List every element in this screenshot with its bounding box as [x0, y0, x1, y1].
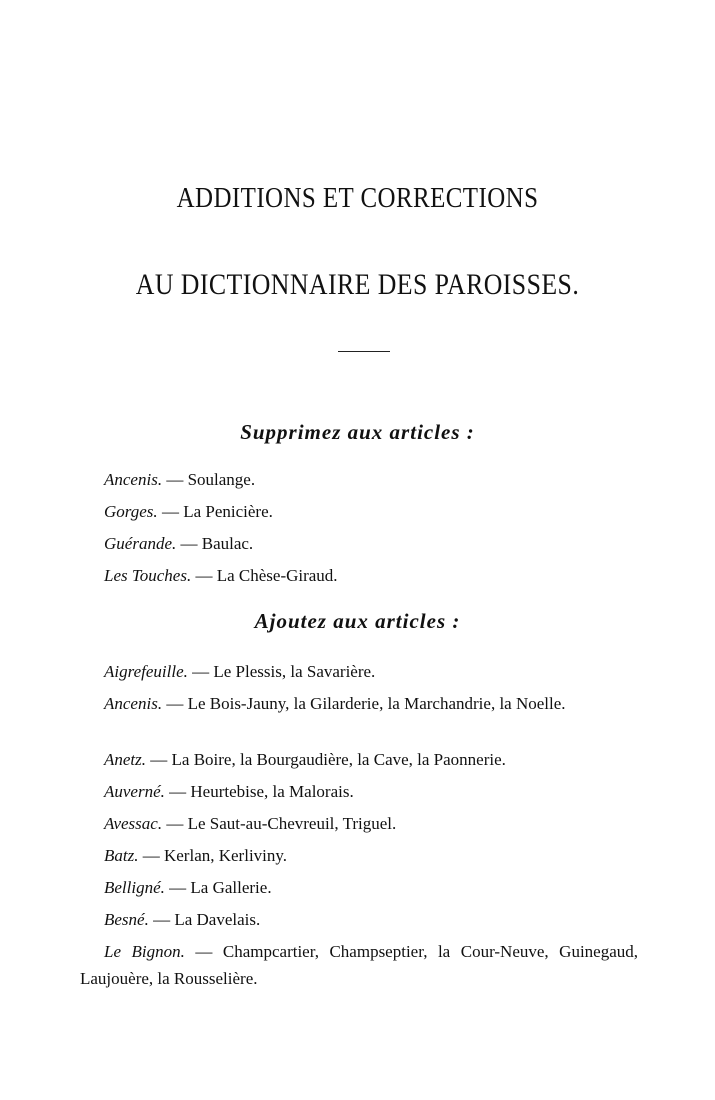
section-heading-add: Ajoutez aux articles : [254, 609, 461, 633]
list-item [80, 906, 638, 933]
entry-text: — Le Bois-Jauny, la Gilarderie, la Marchandrie, la Noelle. [162, 694, 566, 713]
entry-text: — Le Plessis, la Savarière. [187, 662, 376, 681]
entry-place: Gorges. [104, 502, 158, 521]
list-item [80, 810, 638, 837]
entry-text: — La Chèse-Giraud. [191, 566, 338, 585]
list-item [80, 466, 638, 493]
list-item [80, 746, 638, 773]
list-item [80, 562, 638, 589]
entry-text: — Champcartier, Champseptier, la Cour-Neuve, Guinegaud, Laujouère, la Rousselière. [80, 942, 639, 988]
list-item [80, 530, 638, 557]
list-item [80, 778, 638, 805]
entry-text: — La Davelais. [148, 910, 261, 929]
entry-place: Les Touches. [104, 566, 192, 585]
entry-text: — Le Saut-au-Chevreuil, Triguel. [162, 814, 397, 833]
entry-text: — Heurtebise, la Malorais. [164, 782, 354, 801]
entry-text: — Kerlan, Kerliviny. [138, 846, 288, 865]
entry-place: Ancenis. [104, 694, 163, 713]
entry-place: Guérande. [104, 534, 177, 553]
entry-place: Aigrefeuille. [104, 662, 188, 681]
list-item [80, 498, 638, 525]
entry-text: — Soulange. [162, 470, 256, 489]
section-heading-delete: Supprimez aux articles : [240, 420, 475, 444]
page-subtitle: AU DICTIONNAIRE DES PAROISSES. [135, 268, 580, 301]
entry-text: — La Boire, la Bourgaudière, la Cave, la Paonnerie. [146, 750, 506, 769]
entry-place: Ancenis. [104, 470, 163, 489]
entry-place: Avessac. [104, 814, 163, 833]
entry-place: Besné. [104, 910, 149, 929]
entry-place: Auverné. [104, 782, 165, 801]
entry-text: — La Gallerie. [164, 878, 272, 897]
entry-place: Le Bignon. [104, 942, 185, 961]
list-item [80, 690, 638, 717]
entry-text: — La Penicière. [157, 502, 273, 521]
list-item [80, 842, 638, 869]
list-item [80, 874, 638, 901]
entry-place: Anetz. [104, 750, 147, 769]
entry-place: Batz. [104, 846, 139, 865]
page-title: ADDITIONS ET CORRECTIONS [176, 182, 539, 214]
divider-rule [338, 351, 390, 352]
list-item [80, 938, 638, 992]
entry-text: — Baulac. [176, 534, 254, 553]
list-item [80, 658, 638, 685]
entry-place: Belligné. [104, 878, 165, 897]
